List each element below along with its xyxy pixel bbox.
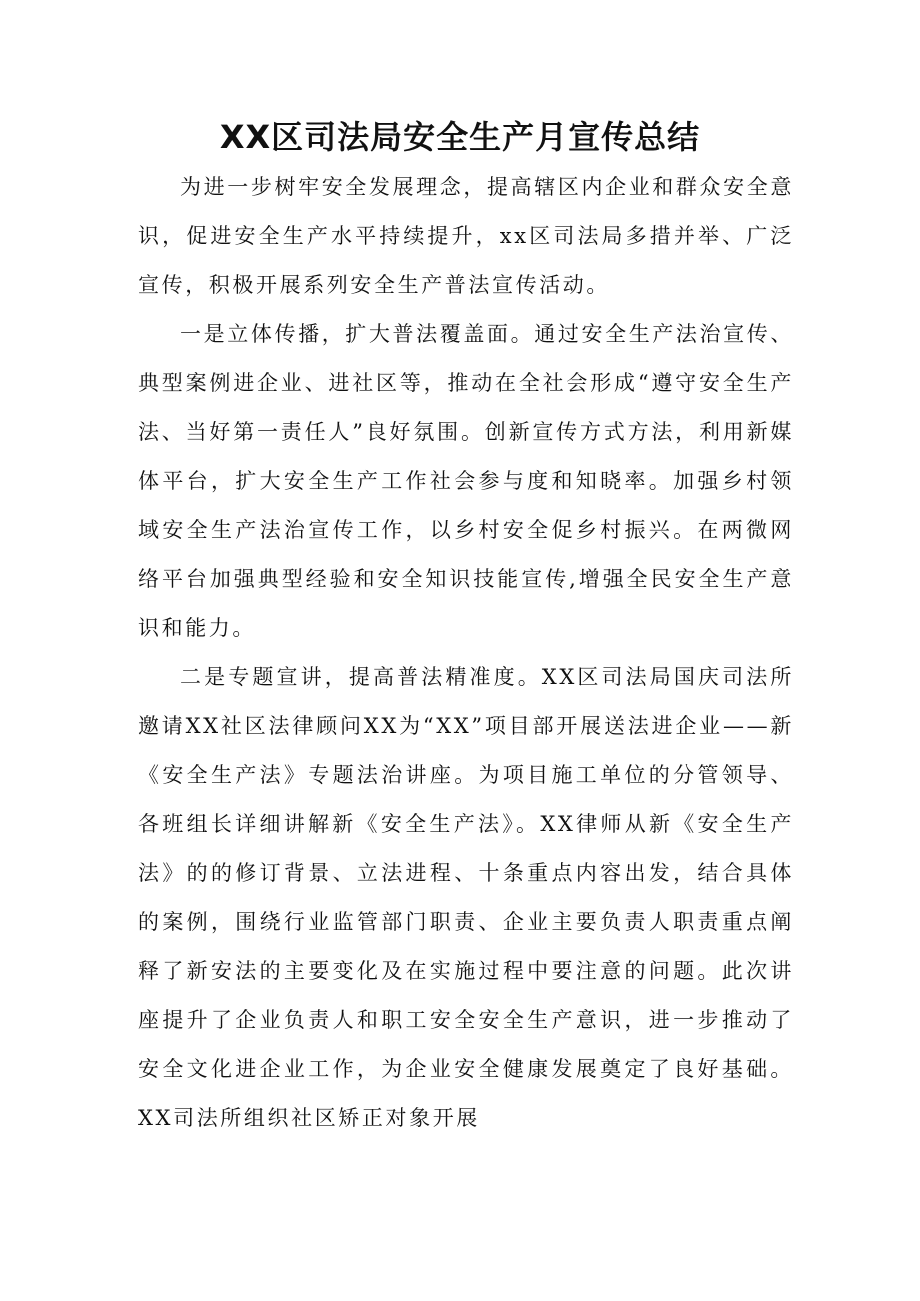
paragraph-intro: 为进一步树牢安全发展理念，提高辖区内企业和群众安全意识，促进安全生产水平持续提升，xx区司法局多措并举、广泛宣传，积极开展系列安全生产普法宣传活动。: [138, 175, 794, 297]
document-body: [138, 163, 794, 1143]
paragraph-section-one: 一是立体传播，扩大普法覆盖面。通过安全生产法治宣传、典型案例进企业、进社区等，推动在全社会形成“遵守安全生产法、当好第一责任人”良好氛围。创新宣传方式方法，利用新媒体平台，扩大安全生产工作社会参与度和知晓率。加强乡村领域安全生产法治宣传工作，以乡村安全促乡村振兴。在两微网络平台加强典型经验和安全知识技能宣传,增强全民安全生产意识和能力。: [138, 322, 794, 640]
paragraph-section-two: 二是专题宣讲，提高普法精准度。XX区司法局国庆司法所邀请XX社区法律顾问XX为“XX”项目部开展送法进企业——新《安全生产法》专题法治讲座。为项目施工单位的分管领导、各班组长详细讲解新《安全生产法》。XX律师从新《安全生产法》的的修订背景、立法进程、十条重点内容出发，结合具体的案例，围绕行业监管部门职责、企业主要负责人职责重点阐释了新安法的主要变化及在实施过程中要注意的问题。此次讲座提升了企业负责人和职工安全安全生产意识，进一步推动了安全文化进企业工作，为企业安全健康发展奠定了良好基础。XX司法所组织社区矫正对象开展: [138, 665, 794, 1130]
document-title: XX区司法局安全生产月宣传总结: [219, 118, 701, 156]
